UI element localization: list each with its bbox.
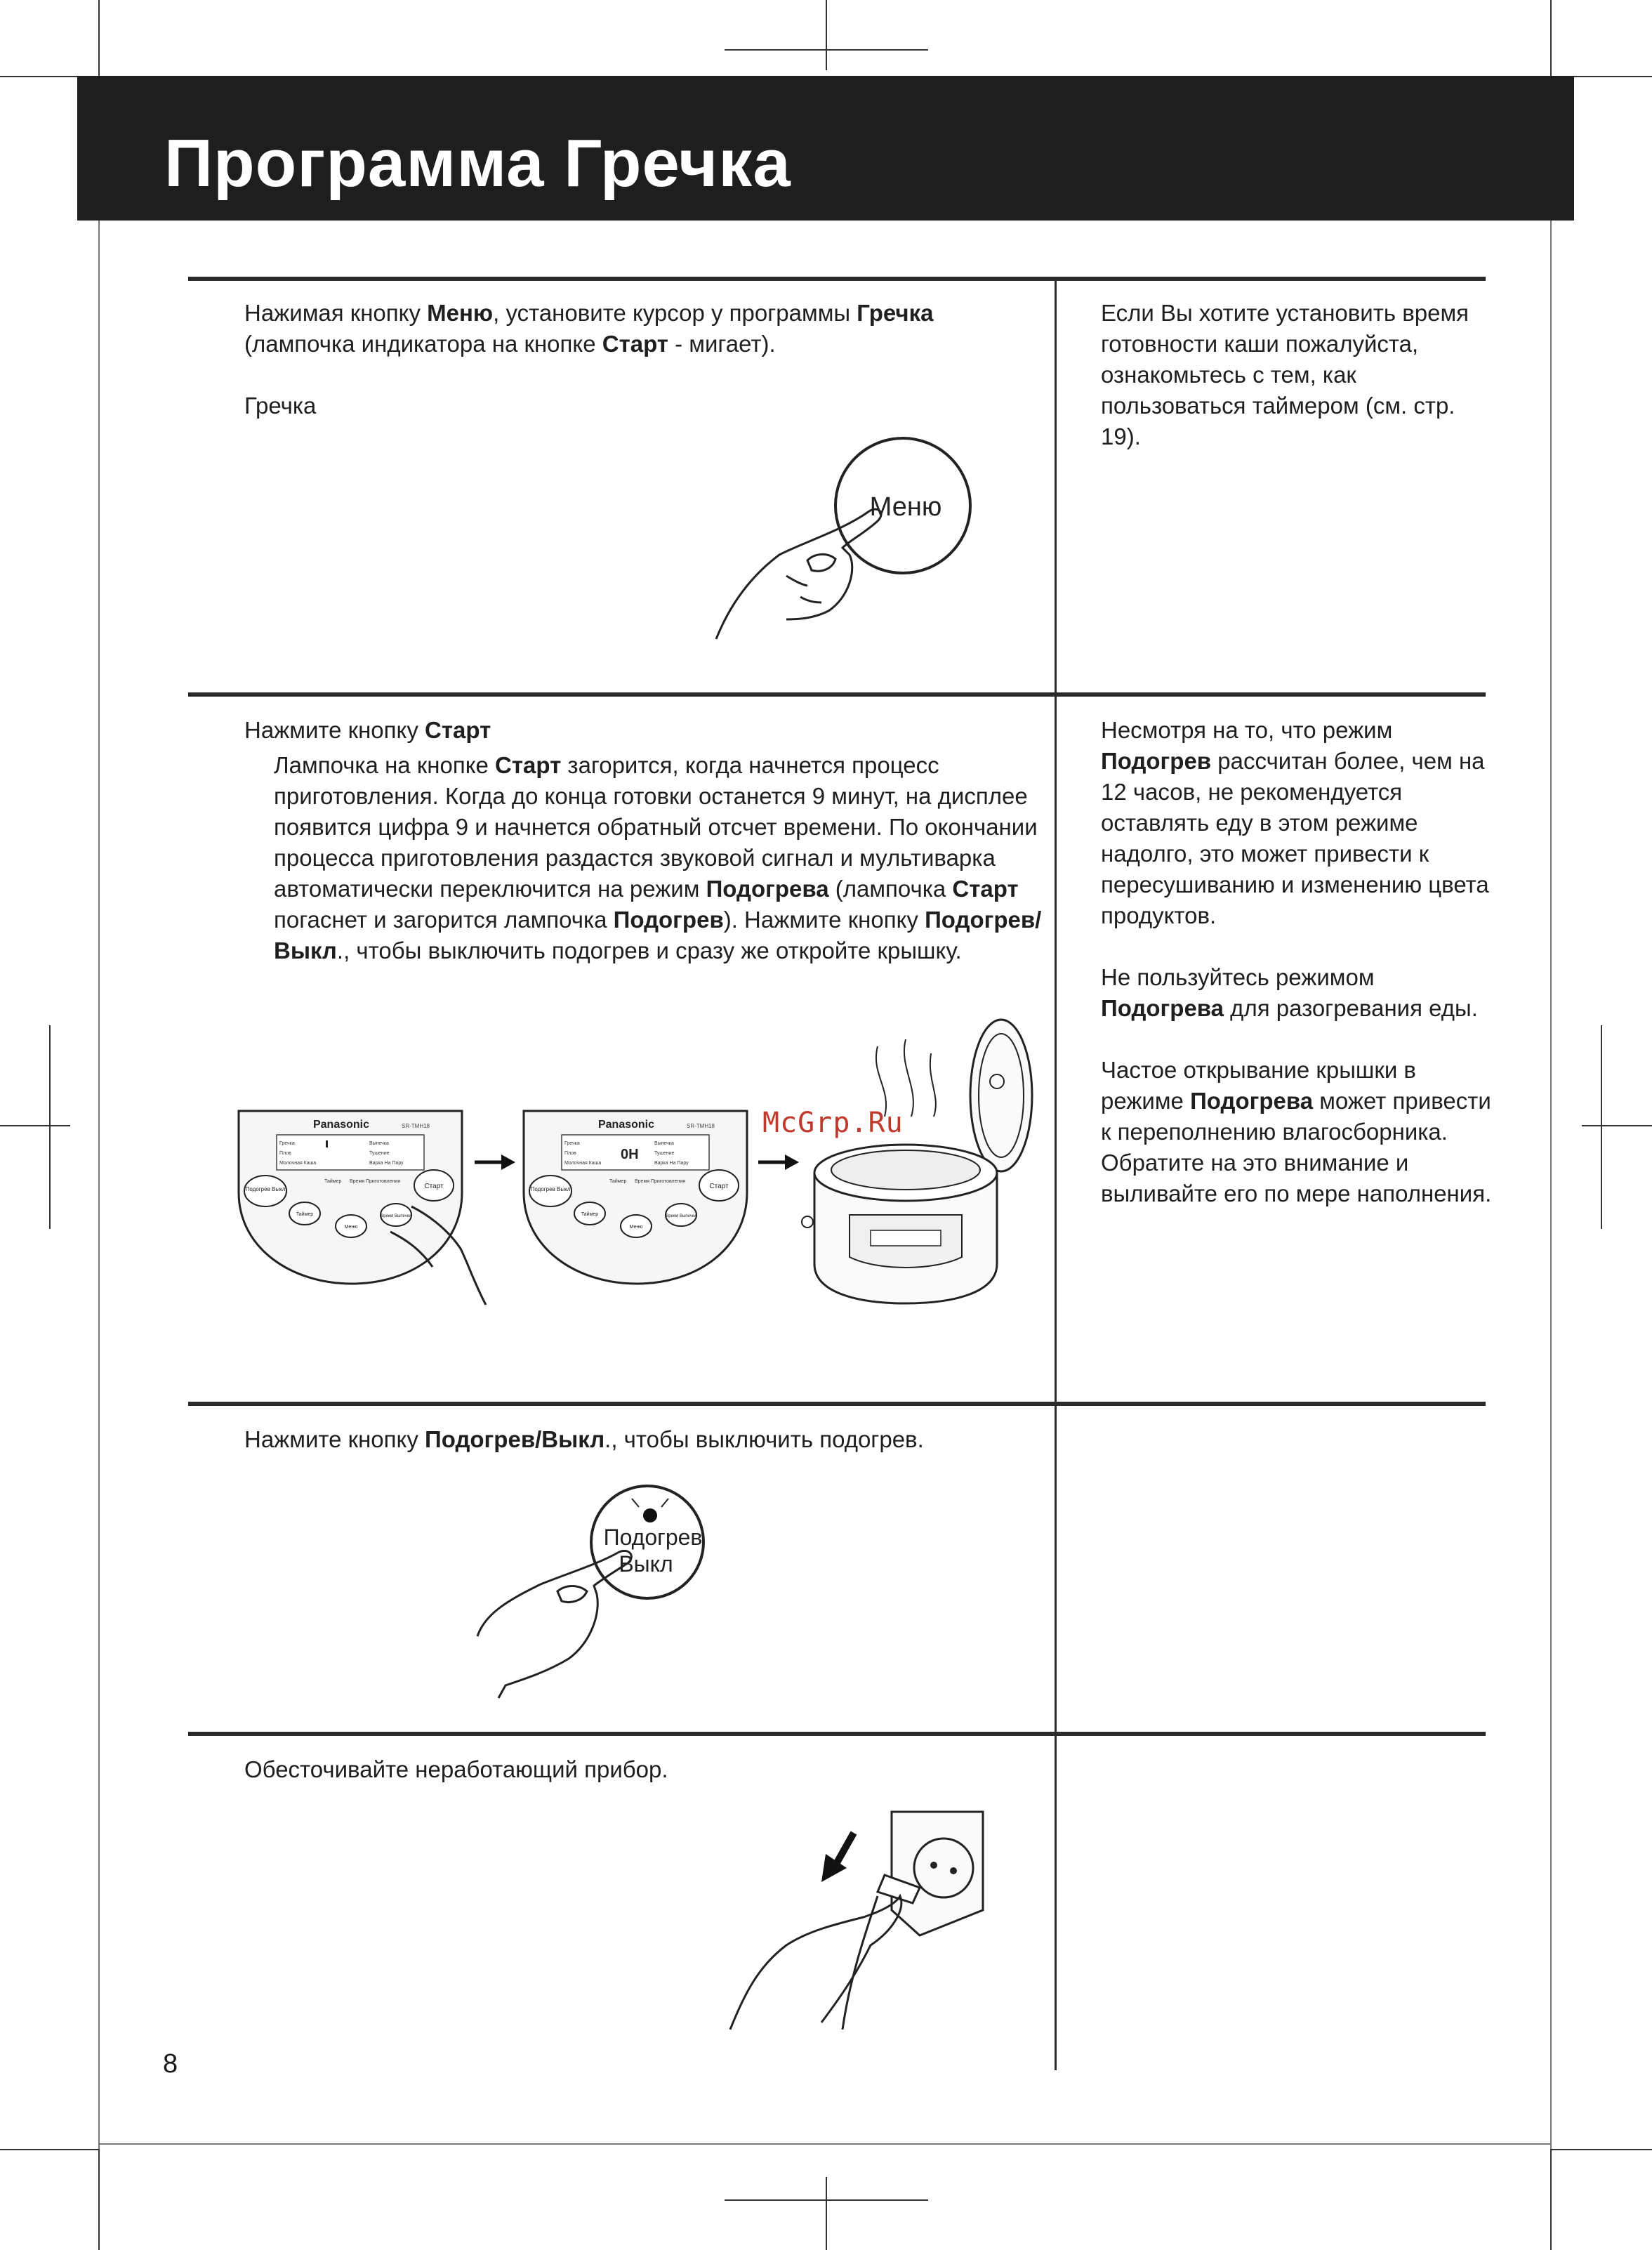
watermark: McGrp.Ru [762,1107,904,1139]
menu-item: Варка На Пару [369,1161,404,1166]
warm-off-button-label: Подогрев Выкл [530,1186,571,1192]
trim-line [98,2143,1552,2145]
crop-mark [826,2177,827,2250]
pull-arrow-icon [835,1833,854,1865]
hand-icon [730,1896,901,2029]
menu-item: Тушение [654,1151,675,1156]
step2-notes: Несмотря на то, что режим Подогрев рассчитан более, чем на 12 часов, не рекомендуется оставлять еду в этом режиме надолго, это может привести к пересушиванию и изменению цвета продуктов. Не пользуйтесь режимом Подогрева для разогревания еды. Частое открывание крышки в режиме Подогрева может привести к переполнению влагосборника. Обратите на это внимание и выливайте его по мере наполнения. [1101,717,1492,1206]
step2-heading: Нажмите кнопку Старт [244,717,491,743]
crop-mark [1550,2149,1552,2250]
off-button-label: Выкл [619,1551,673,1577]
cook-time-button-label: Время Выпечки [666,1214,696,1218]
menu-item: Плов [564,1151,576,1156]
cook-time-button-label: Время Выпечки [381,1214,411,1218]
crop-mark [0,1125,70,1126]
countdown-display: 0H [621,1147,639,1162]
menu-button-illustration [702,435,997,660]
step3-instruction: Нажмите кнопку Подогрев/Выкл., чтобы выключить подогрев. [244,1426,924,1452]
unplug-illustration [716,1798,1011,2051]
warm-off-button-label: Подогрев Выкл [245,1186,286,1192]
control-panel-illustration-2 [521,1108,760,1298]
timer-label: Таймер [324,1179,342,1184]
timer-label: Таймер [609,1179,627,1184]
step2-body: Лампочка на кнопке Старт загорится, когда начнется процесс приготовления. Когда до конца готовки останется 9 минут, на дисплее появится цифра 9 и начнется обратный отсчет времени. По окончании процесса приготовления раздастся звуковой сигнал и мультиварка автоматически переключится на режим Подогрева (лампочка Старт погаснет и загорится лампочка Подогрев). Нажмите кнопку Подогрев/Выкл., чтобы выключить подогрев и сразу же откройте крышку. [274,752,1042,963]
model-label: SR-TMH18 [687,1123,715,1129]
start-button-label: Старт [424,1183,444,1190]
page-number: 8 [163,2049,178,2079]
menu-item: Тушение [369,1151,390,1156]
fingernail-icon [557,1586,587,1603]
menu-item: Гречка [564,1141,580,1146]
model-label: SR-TMH18 [402,1123,430,1129]
inner-pot [831,1150,980,1190]
step4-instruction: Обесточивайте неработающий прибор. [244,1756,668,1782]
crop-mark [725,49,928,51]
crop-mark [826,0,827,70]
step1-instruction: Нажимая кнопку Меню, установите курсор у программы Гречка (лампочка индикатора на кнопке Старт - мигает). Гречка [244,300,934,419]
menu-item: Плов [279,1151,291,1156]
cook-time-label: Время Приготовления [635,1179,686,1184]
cook-time-label: Время Приготовления [350,1179,401,1184]
menu-item: Выпечка [654,1141,674,1146]
control-panel-illustration-1 [236,1108,489,1312]
menu-item: Молочная Каша [564,1161,602,1166]
menu-item: Гречка [279,1141,295,1146]
step1-note: Если Вы хотите установить время готовности каши пожалуйста, ознакомьтесь с тем, как пользоваться таймером (см. стр. 19). [1101,300,1469,449]
menu-item: Выпечка [369,1141,389,1146]
warm-button-label: Подогрев [603,1525,703,1550]
brand-logo: Panasonic [597,1119,655,1131]
brand-logo: Panasonic [312,1119,370,1131]
trim-line [98,221,100,2149]
section-divider [188,277,1486,281]
crop-mark [98,2149,100,2250]
section-divider [188,1732,1486,1736]
fingernail-icon [807,554,835,571]
menu-button-label: Меню [629,1225,643,1230]
indicator-light-icon [643,1508,657,1522]
menu-button-label: Меню [869,492,942,522]
arrow-icon [475,1152,517,1173]
timer-button-label: Таймер [581,1212,599,1217]
crop-mark [725,2199,928,2201]
timer-button-label: Таймер [296,1212,314,1217]
section-divider [188,692,1486,697]
multicooker-illustration [793,1011,1046,1306]
cord-icon [842,1896,878,2029]
menu-item: Варка На Пару [654,1161,689,1166]
hand-icon [716,509,881,639]
crop-mark [1552,2149,1652,2150]
steam-icon [876,1039,936,1117]
wall-socket [892,1812,983,1935]
menu-button-label: Меню [344,1225,358,1230]
menu-item: Молочная Каша [279,1161,317,1166]
crop-mark [49,1025,51,1229]
hand-icon [477,1551,631,1698]
crop-mark [1582,1125,1652,1126]
trim-line [1550,98,1552,2149]
crop-mark [1601,1025,1602,1229]
open-lid [970,1020,1032,1171]
crop-mark [0,2149,98,2150]
column-divider [1055,277,1057,2070]
warm-off-button-illustration [463,1475,730,1706]
section-divider [188,1402,1486,1406]
title-bar [77,76,1574,221]
start-button-label: Старт [709,1183,729,1190]
page-title: Программа Гречка [164,126,791,201]
